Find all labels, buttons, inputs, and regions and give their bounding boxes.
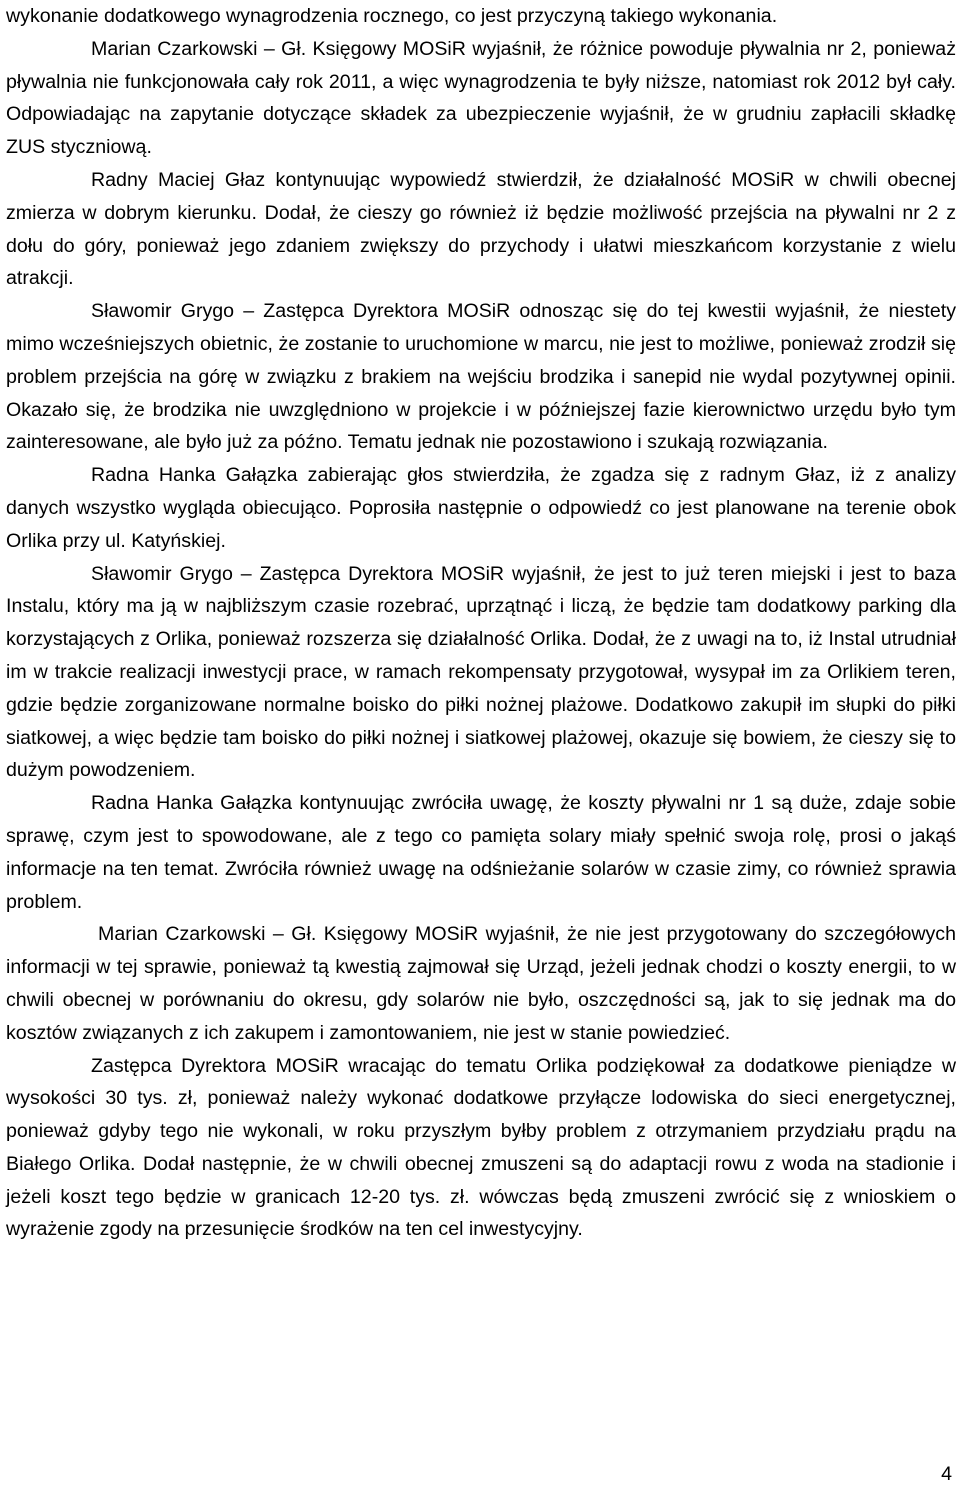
paragraph-galazka-question: Radna Hanka Gałązka zabierając głos stwierdziła, że zgadza się z radnym Głaz, iż z analizy danych wszystko wygląda obiecująco. Poprosiła następnie o odpowiedź co jest planowane na terenie obok Orlika przy ul. Katyńskiej.: [6, 464, 956, 552]
paragraph-grygo-passage: Sławomir Grygo – Zastępca Dyrektora MOSiR odnosząc się do tej kwestii wyjaśnił, że niestety mimo wcześniejszych obietnic, że zostanie to uruchomione w marcu, nie jest to możliwe, ponieważ zrodził się problem przejścia na górę w związku z brakiem na wejściu brodzika i sanepid nie wydal pozytywnej opinii. Okazało się, że brodzika nie uwzględniono w projekcie i w późniejszej fazie kierownictwo urzędu było tym zainteresowane, ale było już za późno. Tematu jednak nie pozostawiono i szukają rozwiązania.: [6, 300, 956, 454]
paragraph-czarkowski-wages: Marian Czarkowski – Gł. Księgowy MOSiR wyjaśnił, że różnice powoduje pływalnia nr 2, ponieważ pływalnia nie funkcjonowała cały rok 2011, a więc wynagrodzenia te były niższe, natomiast rok 2012 był cały. Odpowiadając na zapytanie dotyczące składek za ubezpieczenie wyjaśnił, że w grudniu zapłacili składkę ZUS styczniową.: [6, 37, 956, 159]
paragraph-continuation: wykonanie dodatkowego wynagrodzenia rocznego, co jest przyczyną takiego wykonania.: [6, 5, 778, 27]
paragraph-galazka-solar: Radna Hanka Gałązka kontynuując zwróciła uwagę, że koszty pływalni nr 1 są duże, zdaje sobie sprawę, czym jest to spowodowane, ale z tego co pamięta solary miały spełnić swoja rolę, prosi o jakąś informacje na ten temat. Zwróciła również uwagę na odśnieżanie solarów w czasie zimy, co również sprawia problem.: [6, 792, 956, 913]
page-number: 4: [941, 1463, 952, 1485]
paragraph-czarkowski-energy: Marian Czarkowski – Gł. Księgowy MOSiR wyjaśnił, że nie jest przygotowany do szczegółowych informacji w tej sprawie, ponieważ tą kwestią zajmował się Urząd, jeżeli jednak chodzi o koszty energii, to w chwili obecnej w porównaniu do okresu, gdy solarów nie było, oszczędności są, jak to się jednak ma do kosztów związanych z ich zakupem i zamontowaniem, nie jest w stanie powiedzieć.: [6, 923, 956, 1044]
paragraph-grygo-orlik-terrain: Sławomir Grygo – Zastępca Dyrektora MOSiR wyjaśnił, że jest to już teren miejski i jest to baza Instalu, który ma ją w najbliższym czasie rozebrać, uprzątnąć i liczą, że będzie tam dodatkowy parking dla korzystających z Orlika, ponieważ rozszerza się działalność Orlika. Dodał, że z uwagi na to, iż Instal utrudniał im w trakcie realizacji inwestycji prace, w ramach rekompensaty przygotował, wysypał im za Orlikiem teren, gdzie będzie zorganizowane normalne boisko do piłki nożnej plażowe. Dodatkowo zakupił im słupki do piłki siatkowej, a więc będzie tam boisko do piłki nożnej i siatkowej plażowej, okazuje się bowiem, że cieszy się to dużym powodzeniem.: [6, 562, 956, 782]
document-page: [6, 0, 956, 1246]
paragraph-glaz-statement: Radny Maciej Głaz kontynuując wypowiedź stwierdził, że działalność MOSiR w chwili obecnej zmierza w dobrym kierunku. Dodał, że cieszy go również iż będzie możliwość przejścia na pływalni nr 2 z dołu do góry, ponieważ jego zdaniem zwiększy do przychody i ułatwi mieszkańcom korzystanie z wielu atrakcji.: [6, 168, 956, 290]
paragraph-deputy-director-funds: Zastępca Dyrektora MOSiR wracając do tematu Orlika podziękował za dodatkowe pieniądze w wysokości 30 tys. zł, ponieważ należy wykonać dodatkowe przyłącze lodowiska do sieci energetycznej, ponieważ gdyby tego nie wykonali, w roku przyszłym byłby problem z otrzymaniem przydziału prądu na Białego Orlika. Dodał następnie, że w chwili obecnej zmuszeni są do adaptacji rowu z woda na stadionie i jeżeli koszt tego będzie w granicach 12-20 tys. zł. wówczas będą zmuszeni zwrócić się z wnioskiem o wyrażenie zgody na przesunięcie środków na ten cel inwestycyjny.: [6, 1054, 956, 1241]
